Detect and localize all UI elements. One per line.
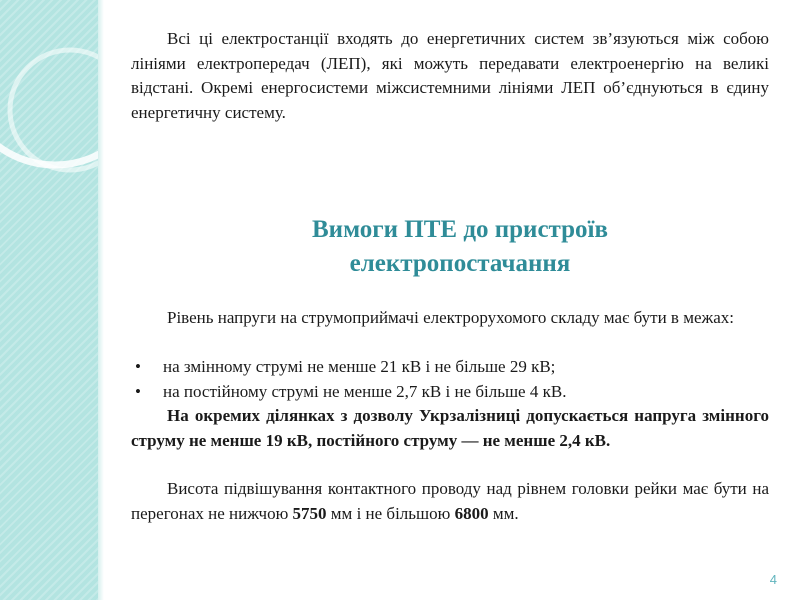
list-item-text: на змінному струмі не менше 21 кВ і не більше 29 кВ;	[163, 357, 556, 376]
decorative-sidebar	[0, 0, 98, 600]
exception-note: На окремих ділянках з дозволу Укрзалізниці допускається напруга змінного струму не менше 19 кВ, постійного струму — не менше 2,4 кВ.	[131, 406, 769, 450]
height-text-1: Висота підвішування контактного проводу над рівнем головки рейки має бути на перегонах не нижчою	[131, 479, 769, 523]
heading-line-1: Вимоги ПТЕ до пристроїв	[312, 216, 608, 243]
height-text-3: мм.	[488, 503, 519, 523]
bullet-marker: •	[135, 357, 141, 376]
section-heading	[220, 213, 700, 281]
decorative-circles	[0, 0, 98, 600]
voltage-intro-paragraph: Рівень напруги на струмоприймачі електрорухомого складу має бути в межах:	[167, 308, 735, 327]
voltage-list	[131, 355, 769, 404]
heading-line-2: електропостачання	[349, 250, 571, 277]
list-item	[131, 380, 769, 405]
intro-paragraph: Всі ці електростанції входять до енергетичних систем зв’язуються між собою лініями електропередач (ЛЕП), які можуть передавати електроенергію на великі відстані. Окремі енергосистеми міжсистемними лініями ЛЕП об’єднуються в єдину енергетичну систему.	[131, 29, 769, 122]
height-min-value: 5750	[292, 503, 327, 523]
page-number: 4	[769, 572, 777, 587]
list-item-text: на постійному струмі не менше 2,7 кВ і не більше 4 кВ.	[163, 381, 567, 401]
wire-height-paragraph	[131, 477, 769, 526]
height-text-2: мм і не більшою	[326, 503, 455, 523]
decorative-ring-small	[10, 50, 98, 170]
height-max-value: 6800	[454, 503, 489, 523]
bullet-marker: •	[135, 381, 141, 401]
sidebar-edge	[98, 0, 104, 600]
list-item	[131, 355, 769, 380]
